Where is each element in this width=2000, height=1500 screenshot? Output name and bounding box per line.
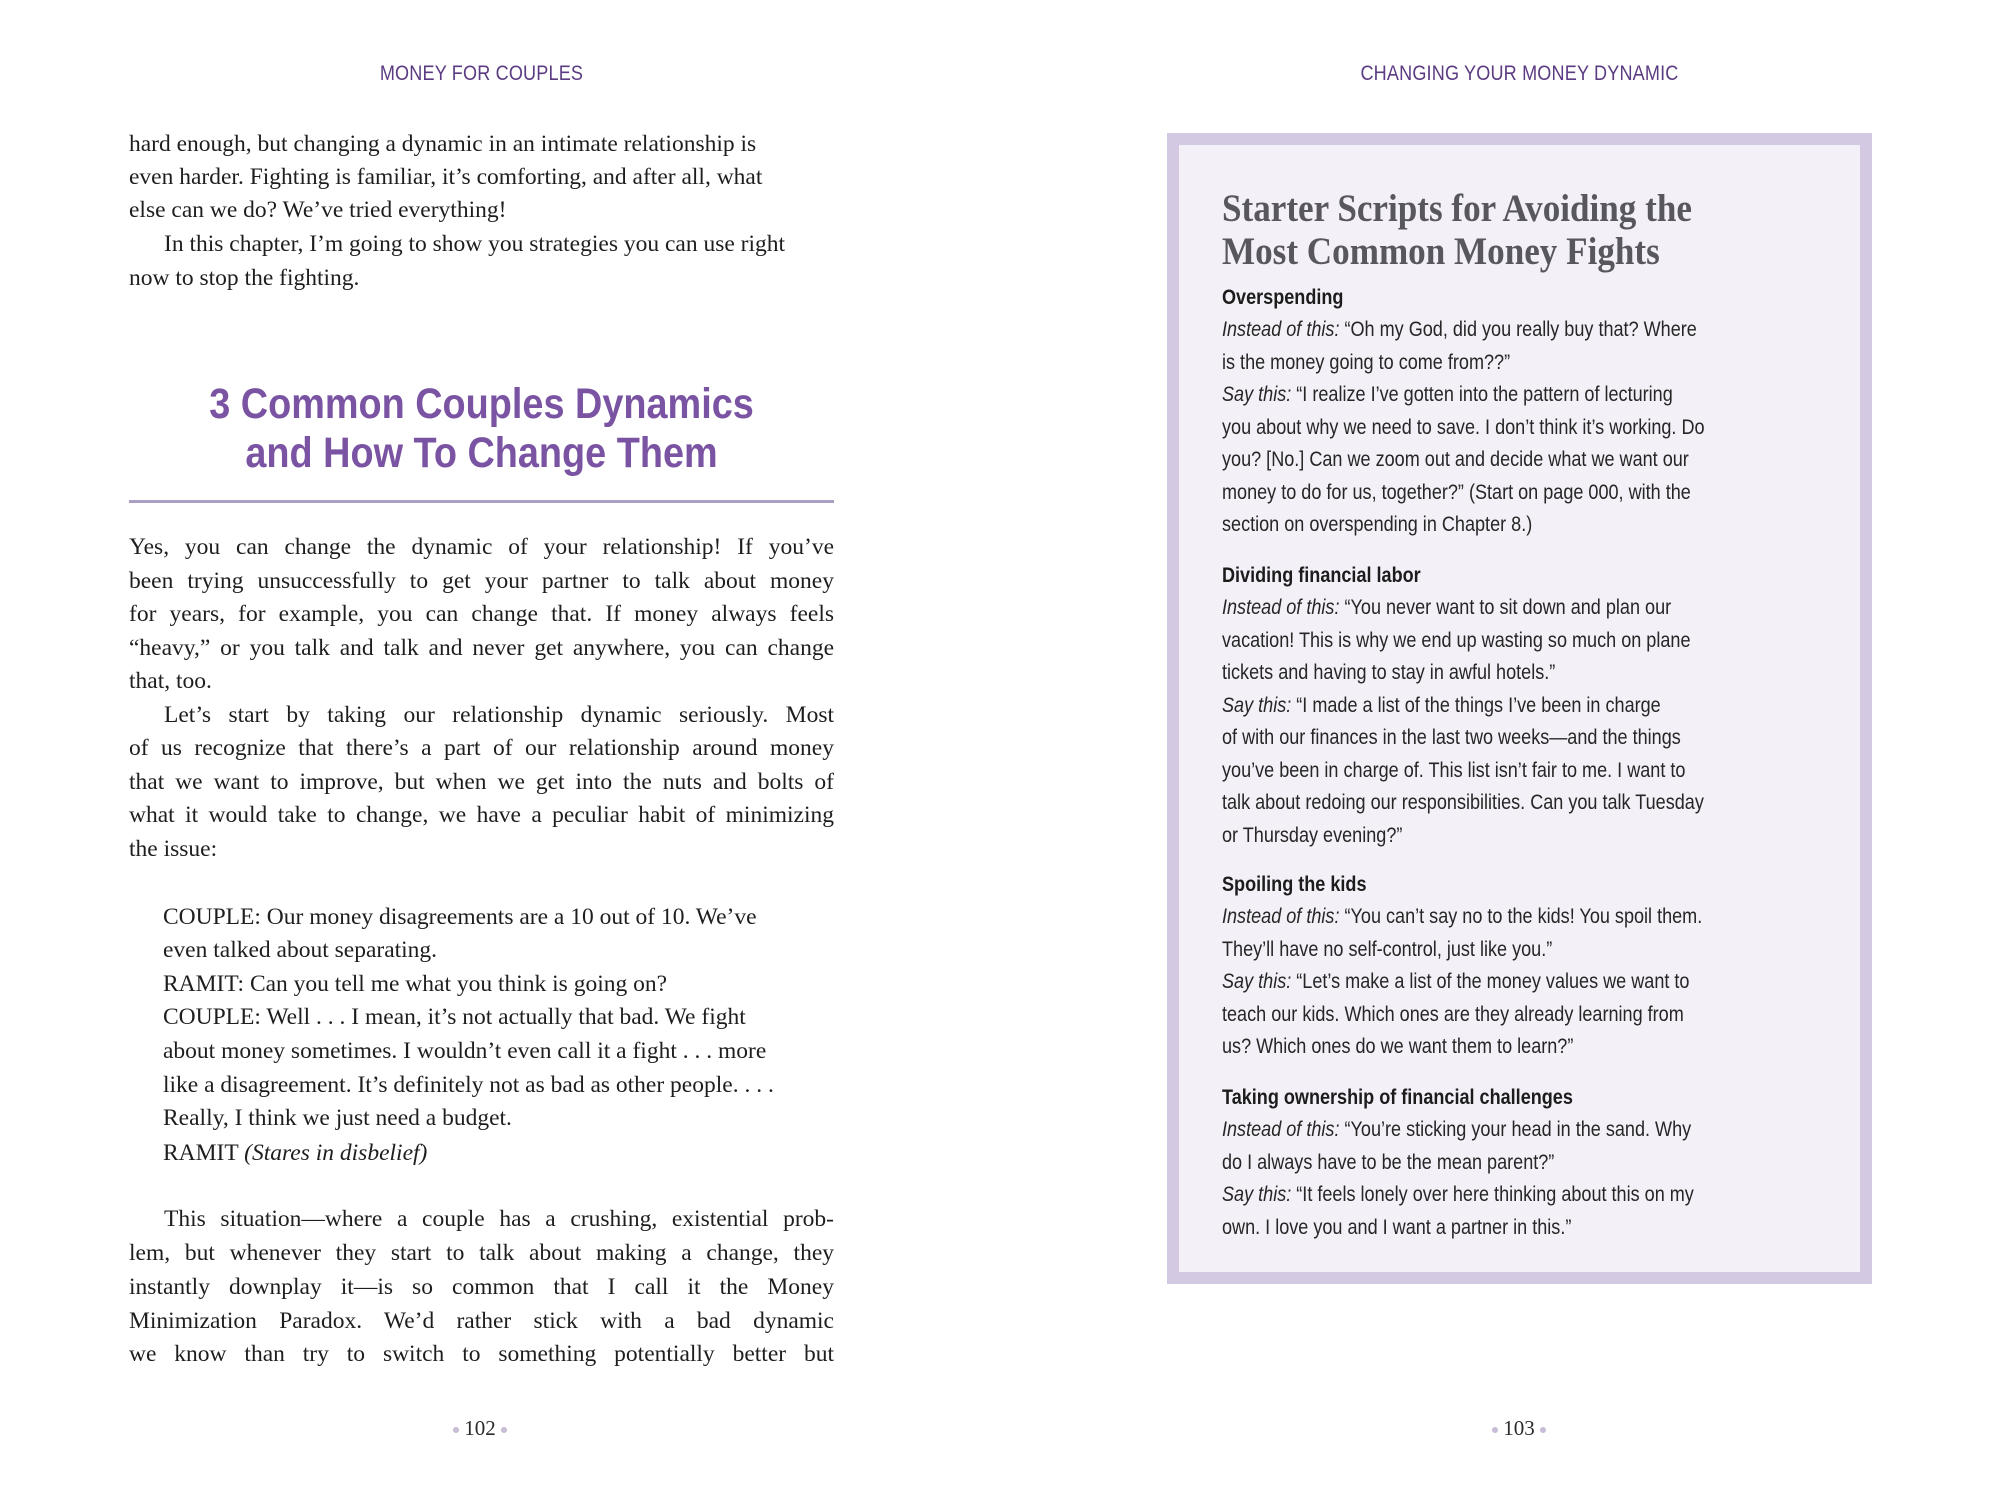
- script-line: own. I love you and I want a partner in this.”: [1222, 1216, 1572, 1239]
- say-label: Say this:: [1222, 970, 1292, 993]
- dialogue-line: even talked about separating.: [163, 937, 438, 963]
- page-number-text: 102: [464, 1416, 496, 1440]
- say-label: Say this:: [1222, 383, 1292, 406]
- intro-line: now to stop the fighting.: [129, 265, 360, 291]
- page-number-left: [420, 1416, 540, 1441]
- right-page: [1000, 0, 2000, 1500]
- dot-ornament-icon: [501, 1427, 507, 1433]
- script-line: you’ve been in charge of. This list isn’t fair to me. I want to: [1222, 759, 1686, 782]
- dialogue-line: Really, I think we just need a budget.: [163, 1105, 512, 1131]
- dialogue-line: about money sometimes. I wouldn’t even call it a fight . . . more: [163, 1038, 767, 1064]
- say-line: Say this: “It feels lonely over here thinking about this on my: [1222, 1183, 1694, 1206]
- instead-line: Instead of this: “You can’t say no to the kids! You spoil them.: [1222, 905, 1703, 928]
- sidebar-title-line2: Most Common Money Fights: [1222, 230, 1660, 273]
- say-line: Say this: “Let’s make a list of the money values we want to: [1222, 970, 1690, 993]
- sidebar-subheading: Overspending: [1222, 286, 1344, 309]
- body-line: Minimization Paradox. We’d rather stick with a bad dynamic: [129, 1308, 834, 1334]
- section-divider: [129, 500, 834, 503]
- dialogue-line-last: [163, 1137, 834, 1170]
- dot-ornament-icon: [1540, 1427, 1546, 1433]
- sidebar-title-line1: Starter Scripts for Avoiding the: [1222, 187, 1692, 230]
- section-heading-line2: and How To Change Them: [245, 429, 718, 477]
- instead-label: Instead of this:: [1222, 318, 1340, 341]
- script-line: They’ll have no self-control, just like you.”: [1222, 938, 1553, 961]
- instead-line: Instead of this: “Oh my God, did you really buy that? Where: [1222, 318, 1697, 341]
- script-line: us? Which ones do we want them to learn?”: [1222, 1035, 1574, 1058]
- section-heading-line1: 3 Common Couples Dynamics: [209, 380, 754, 428]
- body-line: that we want to improve, but when we get into the nuts and bolts of: [129, 769, 834, 795]
- sidebar-subheading: Taking ownership of financial challenges: [1222, 1086, 1573, 1109]
- page-number-text: 103: [1503, 1416, 1535, 1440]
- dialogue-line: COUPLE: Our money disagreements are a 10 out of 10. We’ve: [163, 904, 757, 930]
- starter-scripts-sidebar: [1167, 133, 1872, 1284]
- instead-label: Instead of this:: [1222, 1118, 1340, 1141]
- instead-label: Instead of this:: [1222, 905, 1340, 928]
- instead-line: Instead of this: “You’re sticking your head in the sand. Why: [1222, 1118, 1692, 1141]
- dialogue-line: COUPLE: Well . . . I mean, it’s not actually that bad. We fight: [163, 1004, 746, 1030]
- script-line: you? [No.] Can we zoom out and decide what we want our: [1222, 448, 1689, 471]
- dot-ornament-icon: [453, 1427, 459, 1433]
- say-label: Say this:: [1222, 694, 1292, 717]
- sidebar-subheading: Spoiling the kids: [1222, 873, 1367, 896]
- body-line: of us recognize that there’s a part of our relationship around money: [129, 735, 834, 761]
- running-head-left: MONEY FOR COUPLES: [379, 62, 584, 85]
- script-line: vacation! This is why we end up wasting so much on plane: [1222, 629, 1691, 652]
- script-line: tickets and having to stay in awful hotels.”: [1222, 661, 1556, 684]
- body-line: the issue:: [129, 836, 218, 862]
- script-line: money to do for us, together?” (Start on page 000, with the: [1222, 481, 1691, 504]
- page-number-right: [1459, 1416, 1579, 1441]
- dot-ornament-icon: [1492, 1427, 1498, 1433]
- script-line: of with our finances in the last two weeks—and the things: [1222, 726, 1681, 749]
- script-line: do I always have to be the mean parent?”: [1222, 1151, 1555, 1174]
- body-line: instantly downplay it—is so common that I call it the Money: [129, 1274, 834, 1300]
- intro-line: else can we do? We’ve tried everything!: [129, 197, 507, 223]
- body-line: “heavy,” or you talk and talk and never get anywhere, you can change: [129, 635, 834, 661]
- dialogue-line: like a disagreement. It’s definitely not as bad as other people. . . .: [163, 1072, 774, 1098]
- body-line: lem, but whenever they start to talk about making a change, they: [129, 1240, 834, 1266]
- script-line: section on overspending in Chapter 8.): [1222, 513, 1533, 536]
- sidebar-subheading: Dividing financial labor: [1222, 564, 1421, 587]
- intro-line: hard enough, but changing a dynamic in an intimate relationship is: [129, 131, 757, 157]
- say-line: Say this: “I realize I’ve gotten into the pattern of lecturing: [1222, 383, 1673, 406]
- body-line: been trying unsuccessfully to get your partner to talk about money: [129, 568, 834, 594]
- script-line: you about why we need to save. I don’t think it’s working. Do: [1222, 416, 1705, 439]
- script-line: is the money going to come from??”: [1222, 351, 1511, 374]
- say-line: Say this: “I made a list of the things I’ve been in charge: [1222, 694, 1661, 717]
- body-line: for years, for example, you can change that. If money always feels: [129, 601, 834, 627]
- stage-direction: (Stares in disbelief): [244, 1140, 428, 1166]
- body-line: what it would take to change, we have a peculiar habit of minimizing: [129, 802, 834, 828]
- instead-line: Instead of this: “You never want to sit down and plan our: [1222, 596, 1672, 619]
- running-head-right: CHANGING YOUR MONEY DYNAMIC: [1360, 62, 1679, 85]
- body-line: we know than try to switch to something potentially better but: [129, 1341, 834, 1367]
- speaker-name: RAMIT: [163, 1140, 239, 1166]
- instead-label: Instead of this:: [1222, 596, 1340, 619]
- intro-line: In this chapter, I’m going to show you strategies you can use right: [164, 231, 786, 257]
- intro-line: even harder. Fighting is familiar, it’s comforting, and after all, what: [129, 164, 763, 190]
- script-line: teach our kids. Which ones are they already learning from: [1222, 1003, 1684, 1026]
- body-line: Let’s start by taking our relationship dynamic seriously. Most: [164, 702, 834, 728]
- script-line: talk about redoing our responsibilities. Can you talk Tuesday: [1222, 791, 1704, 814]
- script-line: or Thursday evening?”: [1222, 824, 1403, 847]
- body-line: This situation—where a couple has a crushing, existential prob-: [164, 1206, 834, 1232]
- body-line: that, too.: [129, 668, 212, 694]
- body-line: Yes, you can change the dynamic of your relationship! If you’ve: [129, 534, 834, 560]
- say-label: Say this:: [1222, 1183, 1292, 1206]
- dialogue-line: RAMIT: Can you tell me what you think is going on?: [163, 971, 668, 997]
